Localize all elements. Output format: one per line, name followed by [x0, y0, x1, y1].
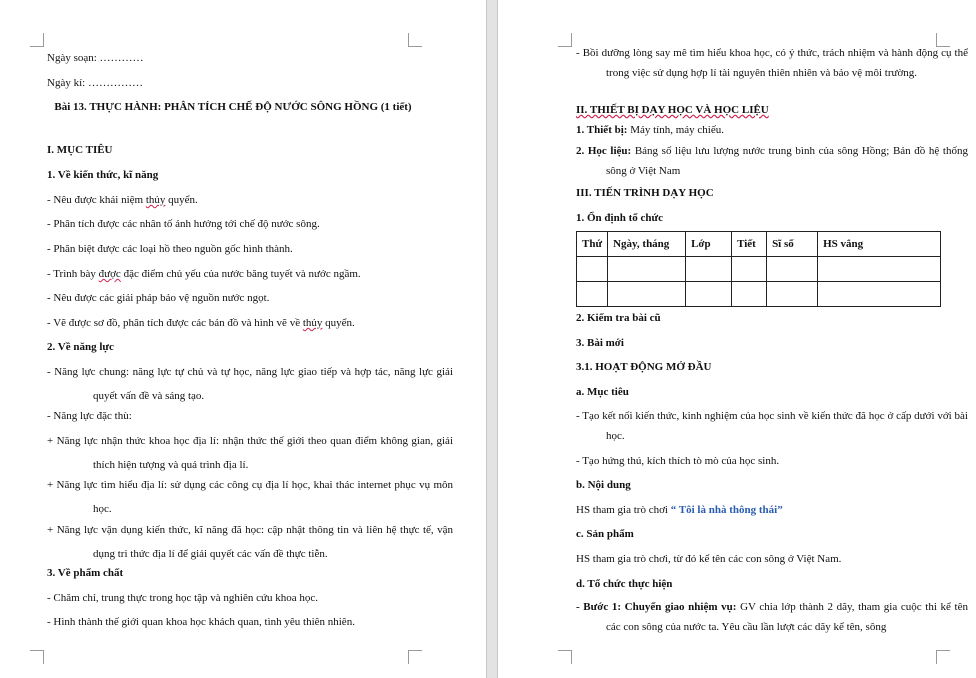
- step-1: - Bước 1: Chuyển giao nhiệm vụ: GV chia lớp thành 2 dãy, tham gia cuộc thi kể tên các con sông của nước ta. Yêu cầu lần lượt các dãy kể tên, sông: [576, 601, 968, 633]
- quality-item-2: - Hình thành thế giới quan khoa học khách quan, tình yêu thiên nhiên.: [47, 616, 355, 628]
- competency-research: + Năng lực tìm hiểu địa lí: sử dụng các công cụ địa lí học, khai thác internet phục vụ môn học.: [47, 479, 453, 515]
- margin-mark-bottom-right: [408, 650, 422, 664]
- heading-opening-activity: 3.1. HOẠT ĐỘNG MỞ ĐẦU: [576, 361, 712, 373]
- equipment-item-1: 1. Thiết bị: Máy tính, máy chiếu.: [576, 124, 724, 136]
- heading-equipment: II. THIẾT BỊ DẠY HỌC VÀ HỌC LIỆU: [576, 104, 769, 116]
- heading-procedure: III. TIẾN TRÌNH DẠY HỌC: [576, 187, 714, 199]
- game-name: “ Tôi là nhà thông thái”: [670, 504, 783, 516]
- competency-cognition: + Năng lực nhận thức khoa học địa lí: nhận thức thế giới theo quan điểm không gian, giải thích hiện tượng và quá trình địa lí.: [47, 435, 453, 471]
- content-text: HS tham gia trò chơi “ Tôi là nhà thông thái”: [576, 504, 783, 516]
- heading-class-organization: 1. Ổn định tổ chức: [576, 212, 663, 224]
- competency-general: - Năng lực chung: năng lực tự chủ và tự học, năng lực giao tiếp và hợp tác, năng lực giải quyết vấn đề và sáng tạo.: [47, 366, 453, 402]
- col-header-period: Tiết: [732, 232, 767, 257]
- document-page-right: [498, 0, 976, 678]
- quality-item-1: - Chăm chỉ, trung thực trong học tập và nghiên cứu khoa học.: [47, 592, 318, 604]
- margin-mark-top-right: [408, 33, 422, 47]
- competency-specific: - Năng lực đặc thù:: [47, 410, 132, 422]
- quality-item-3: - Bồi dưỡng lòng say mê tìm hiểu khoa học, có ý thức, trách nhiệm và hành động cụ thể trong việc sử dụng hợp lí tài nguyên thiên nhiên và bảo vệ môi trường.: [576, 47, 968, 79]
- margin-mark-bottom-left: [30, 650, 44, 664]
- attendance-header-row: [577, 232, 941, 257]
- margin-mark-top-left: [30, 33, 44, 47]
- heading-organization: d. Tổ chức thực hiện: [576, 578, 673, 590]
- margin-mark-bottom-right-r: [936, 650, 950, 664]
- date-signed: Ngày kí: ……………: [47, 77, 143, 89]
- heading-goal: a. Mục tiêu: [576, 386, 629, 398]
- knowledge-item-4: - Trình bày được đặc điểm chủ yếu của nước băng tuyết và nước ngầm.: [47, 268, 361, 280]
- heading-content: b. Nội dung: [576, 479, 631, 491]
- heading-qualities: 3. Về phẩm chất: [47, 567, 124, 579]
- heading-objectives: I. MỤC TIÊU: [47, 144, 113, 156]
- col-header-date: Ngày, tháng: [608, 232, 686, 257]
- attendance-row: [577, 282, 941, 307]
- heading-knowledge-skills: 1. Về kiến thức, kĩ năng: [47, 169, 159, 181]
- knowledge-item-2: - Phân tích được các nhân tố ảnh hưởng tới chế độ nước sông.: [47, 218, 320, 230]
- document-page-left: [0, 0, 486, 678]
- heading-competencies: 2. Về năng lực: [47, 341, 114, 353]
- heading-new-lesson: 3. Bài mới: [576, 337, 624, 349]
- col-header-absent: HS vắng: [818, 232, 941, 257]
- heading-review: 2. Kiểm tra bài cũ: [576, 312, 661, 324]
- knowledge-item-5: - Nêu được các giải pháp bảo vệ nguồn nước ngọt.: [47, 292, 270, 304]
- date-prepared: Ngày soạn: …………: [47, 52, 144, 64]
- equipment-item-2: 2. Học liệu: Bảng số liệu lưu lượng nước trung bình của sông Hồng; Bản đồ hệ thống sông ở Việt Nam: [576, 145, 968, 177]
- page-gutter: [486, 0, 498, 678]
- knowledge-item-3: - Phân biệt được các loại hồ theo nguồn gốc hình thành.: [47, 243, 293, 255]
- margin-mark-bottom-left-r: [558, 650, 572, 664]
- knowledge-item-1: - Nêu được khái niệm thủy quyển.: [47, 194, 198, 206]
- attendance-row: [577, 257, 941, 282]
- lesson-title: Bài 13. THỰC HÀNH: PHÂN TÍCH CHẾ ĐỘ NƯỚC SÔNG HỒNG (1 tiết): [54, 101, 412, 113]
- goal-item-1: - Tạo kết nối kiến thức, kinh nghiệm của học sinh về kiến thức đã học ở cấp dưới với bài học.: [576, 410, 968, 442]
- product-text: HS tham gia trò chơi, từ đó kể tên các con sông ở Việt Nam.: [576, 553, 842, 565]
- col-header-size: Sĩ số: [767, 232, 818, 257]
- competency-application: + Năng lực vận dụng kiến thức, kĩ năng đã học: cập nhật thông tin và liên hệ thực tế, vận dụng tri thức địa lí để giải quyết các vấn đề thực tiễn.: [47, 524, 453, 560]
- margin-mark-top-left-r: [558, 33, 572, 47]
- goal-item-2: - Tạo hứng thú, kích thích tò mò của học sinh.: [576, 455, 780, 467]
- col-header-class: Lớp: [686, 232, 732, 257]
- heading-product: c. Sản phẩm: [576, 528, 634, 540]
- col-header-day: Thứ: [577, 232, 608, 257]
- attendance-table: [576, 231, 941, 307]
- knowledge-item-6: - Vẽ được sơ đồ, phân tích được các bản đồ và hình vẽ về thủy quyển.: [47, 317, 355, 329]
